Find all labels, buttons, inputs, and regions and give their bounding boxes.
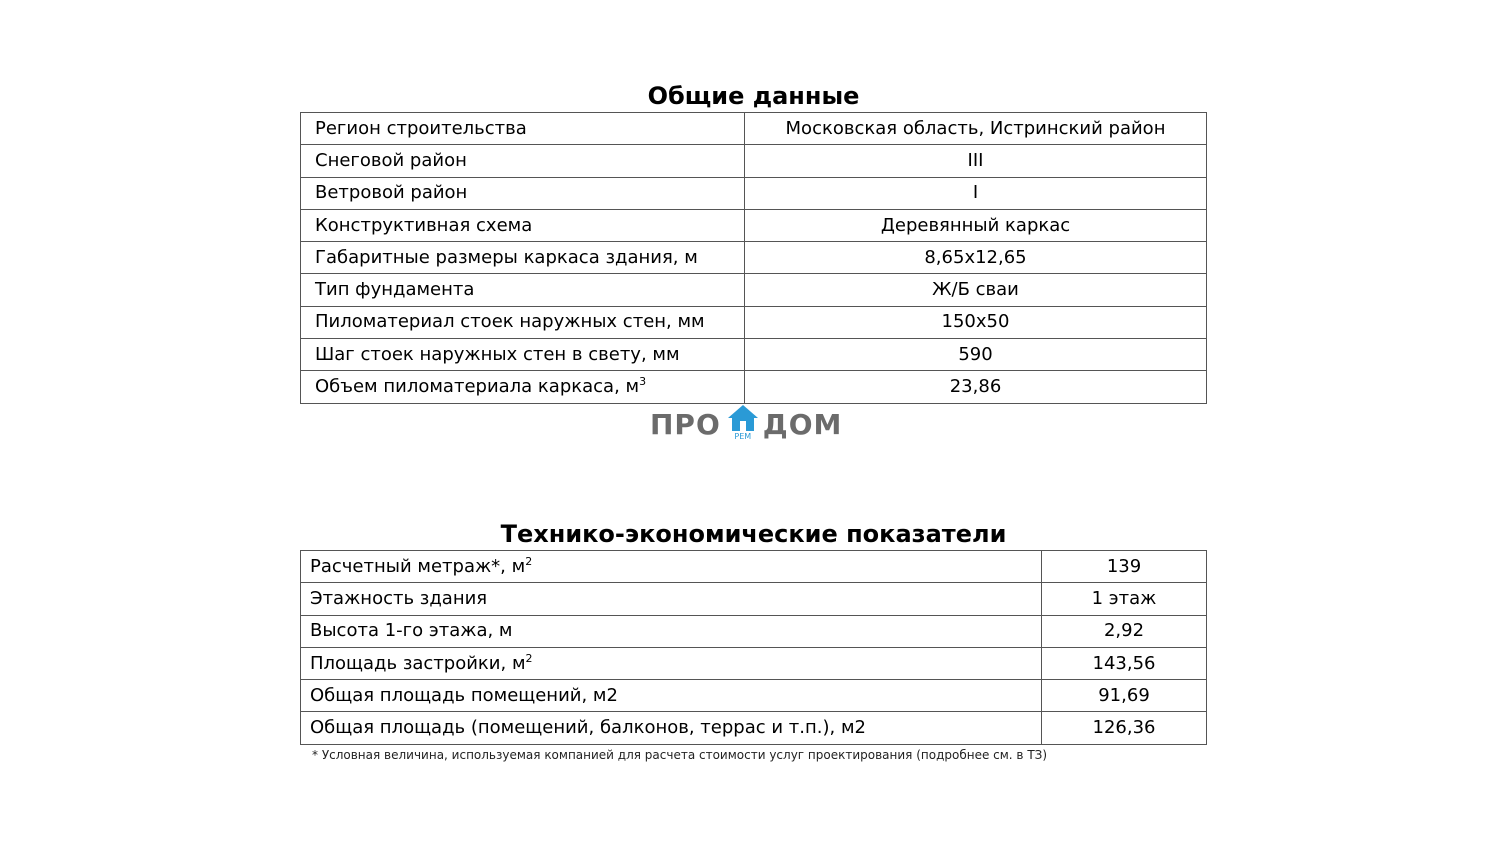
table-row (301, 113, 1207, 145)
general-data-table (300, 112, 1207, 404)
row-value: 8,65x12,65 (745, 242, 1207, 274)
table-row (301, 647, 1207, 679)
row-label: Ветровой район (301, 177, 745, 209)
row-label: Снеговой район (301, 145, 745, 177)
row-label: Общая площадь помещений, м2 (301, 680, 1042, 712)
row-label: Конструктивная схема (301, 209, 745, 241)
row-label: Пиломатериал стоек наружных стен, мм (301, 306, 745, 338)
table-row (301, 680, 1207, 712)
row-label: Высота 1-го этажа, м (301, 615, 1042, 647)
logo-sub-word: РЕМ (734, 432, 752, 441)
table-row (301, 177, 1207, 209)
row-label: Этажность здания (301, 583, 1042, 615)
general-data-title: Общие данные (647, 82, 860, 110)
row-label: Габаритные размеры каркаса здания, м (301, 242, 745, 274)
row-label: Общая площадь (помещений, балконов, террас и т.п.), м2 (301, 712, 1042, 744)
logo-word-right: ДОМ (762, 407, 843, 441)
row-value: 150x50 (745, 306, 1207, 338)
table-row (301, 712, 1207, 744)
row-label: Расчетный метраж*, $м^2$ (301, 551, 1042, 583)
footnote: * Условная величина, используемая компанией для расчета стоимости услуг проектирования (подробнее см. в ТЗ) (312, 748, 1048, 762)
table-row (301, 583, 1207, 615)
table-row (301, 615, 1207, 647)
row-value: 590 (745, 339, 1207, 371)
row-label: Объем пиломатериала каркаса, $м^3$ (301, 371, 745, 403)
prodom-logo (650, 404, 850, 444)
row-value: 2,92 (1042, 615, 1207, 647)
row-label: Тип фундамента (301, 274, 745, 306)
row-value: 126,36 (1042, 712, 1207, 744)
tech-indicators-title: Технико-экономические показатели (500, 520, 1007, 548)
table-row (301, 209, 1207, 241)
house-icon (725, 404, 759, 444)
row-value: 91,69 (1042, 680, 1207, 712)
row-label: Регион строительства (301, 113, 745, 145)
row-value: I (745, 177, 1207, 209)
table-row (301, 371, 1207, 403)
table-row (301, 145, 1207, 177)
table-row (301, 274, 1207, 306)
row-value: 23,86 (745, 371, 1207, 403)
row-value: 143,56 (1042, 647, 1207, 679)
logo-word-left: ПРО (650, 407, 721, 441)
row-value: 1 этаж (1042, 583, 1207, 615)
table-row (301, 306, 1207, 338)
row-label: Площадь застройки, $м^2$ (301, 647, 1042, 679)
row-value: Деревянный каркас (745, 209, 1207, 241)
tech-indicators-table (300, 550, 1207, 745)
row-value: Московская область, Истринский район (745, 113, 1207, 145)
row-value: 139 (1042, 551, 1207, 583)
table-row (301, 242, 1207, 274)
row-value: III (745, 145, 1207, 177)
row-value: Ж/Б сваи (745, 274, 1207, 306)
table-row (301, 551, 1207, 583)
table-row (301, 339, 1207, 371)
row-label: Шаг стоек наружных стен в свету, мм (301, 339, 745, 371)
